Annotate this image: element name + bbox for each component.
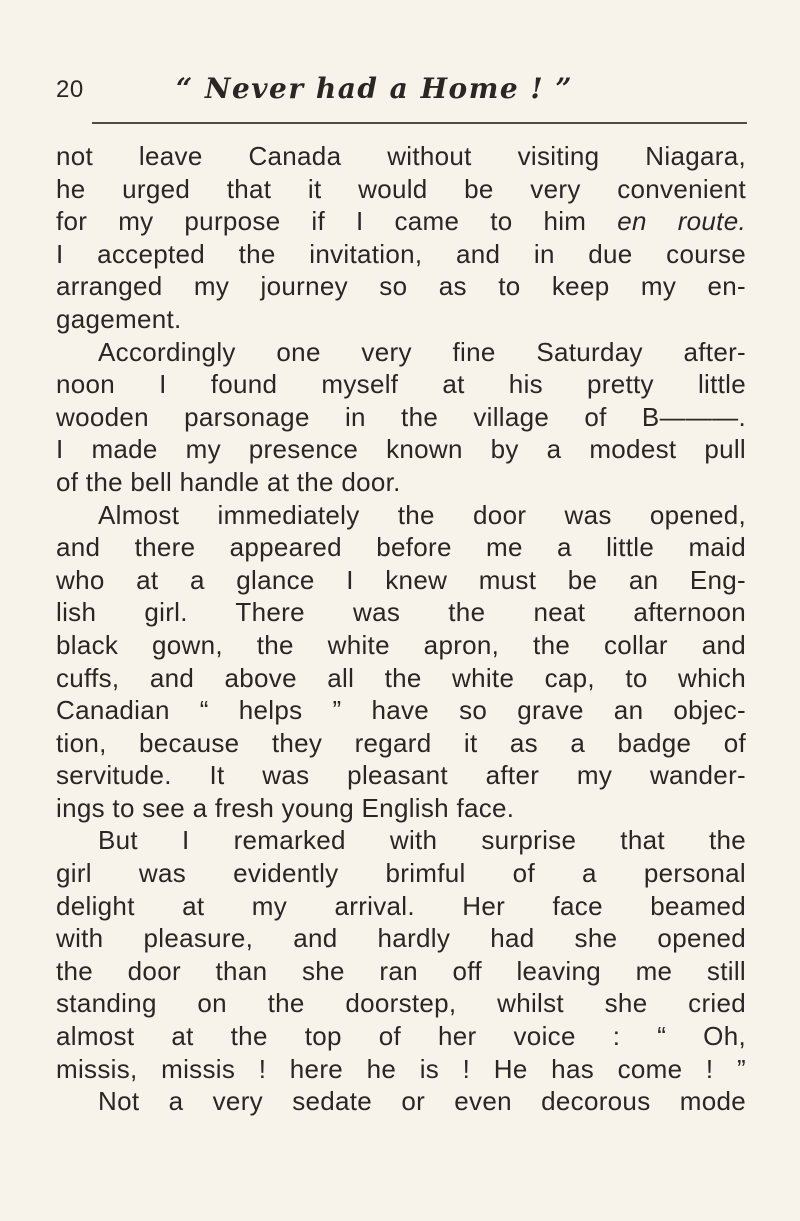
text-line-content: wooden parsonage in the village of B———. <box>56 401 746 432</box>
header-rule <box>92 122 747 124</box>
page-number: 20 <box>56 76 84 103</box>
text-line-content: missis, missis ! here he is ! He has come ! ” <box>56 1053 746 1084</box>
text-line <box>56 1020 746 1053</box>
text-line-content: for my purpose if I came to him <box>56 206 618 237</box>
text-line <box>56 824 746 857</box>
body-text <box>56 140 746 1118</box>
text-line <box>56 922 746 955</box>
text-line <box>56 727 746 760</box>
text-line-content: Accordingly one very fine Saturday after- <box>98 336 746 367</box>
text-line <box>56 1053 746 1086</box>
text-line-content: Canadian “ helps ” have so grave an objec- <box>56 695 746 726</box>
text-line <box>56 336 746 369</box>
text-line <box>56 368 746 401</box>
text-line <box>56 629 746 662</box>
text-line <box>56 140 746 173</box>
text-line <box>56 955 746 988</box>
text-line <box>56 238 746 271</box>
text-line-content: delight at my arrival. Her face beamed <box>56 890 746 921</box>
text-line <box>56 531 746 564</box>
text-line <box>56 433 746 466</box>
text-line-content: almost at the top of her voice : “ Oh, <box>56 1021 746 1052</box>
text-line-content: cuffs, and above all the white cap, to which <box>56 662 746 693</box>
italic-phrase: en route. <box>617 206 746 237</box>
text-line-content: But I remarked with surprise that the <box>98 825 746 856</box>
text-line <box>56 890 746 923</box>
text-line-content: girl was evidently brimful of a personal <box>56 858 746 889</box>
text-line <box>56 205 746 238</box>
text-line <box>56 564 746 597</box>
text-line-content: I made my presence known by a modest pull <box>56 434 746 465</box>
page-header <box>56 72 746 106</box>
text-line <box>56 759 746 792</box>
text-line-content: with pleasure, and hardly had she opened <box>56 923 746 954</box>
text-line <box>56 1085 746 1118</box>
text-line-content: noon I found myself at his pretty little <box>56 369 746 400</box>
text-line-content: ings to see a fresh young English face. <box>56 792 515 823</box>
text-line-content: Not a very sedate or even decorous mode <box>98 1086 746 1117</box>
running-title: “ Never had a Home ! ” <box>176 72 574 105</box>
text-line-content: not leave Canada without visiting Niagara, <box>56 141 746 171</box>
text-line <box>56 987 746 1020</box>
text-line-content: and there appeared before me a little maid <box>56 532 746 563</box>
text-line <box>56 401 746 434</box>
text-line <box>56 303 746 336</box>
text-line-content: tion, because they regard it as a badge of <box>56 727 746 758</box>
text-line <box>56 694 746 727</box>
text-line-content: standing on the doorstep, whilst she cried <box>56 988 746 1019</box>
text-line <box>56 857 746 890</box>
text-line-content: he urged that it would be very convenient <box>56 173 746 204</box>
text-line <box>56 499 746 532</box>
text-line-content: arranged my journey so as to keep my en- <box>56 271 746 302</box>
text-line-content: the door than she ran off leaving me still <box>56 955 746 986</box>
text-line-content: gagement. <box>56 303 182 334</box>
text-line-content: who at a glance I knew must be an Eng- <box>56 564 746 595</box>
text-line <box>56 596 746 629</box>
text-line-content: Almost immediately the door was opened, <box>98 499 746 530</box>
text-line-content: lish girl. There was the neat afternoon <box>56 597 746 628</box>
text-line <box>56 792 746 825</box>
text-line <box>56 173 746 206</box>
text-line-content: of the bell handle at the door. <box>56 466 401 497</box>
text-line-content: servitude. It was pleasant after my wander- <box>56 760 746 791</box>
text-line <box>56 662 746 695</box>
text-line <box>56 270 746 303</box>
text-line-content: I accepted the invitation, and in due course <box>56 238 746 269</box>
text-line-content: black gown, the white apron, the collar and <box>56 629 746 660</box>
text-line <box>56 466 746 499</box>
